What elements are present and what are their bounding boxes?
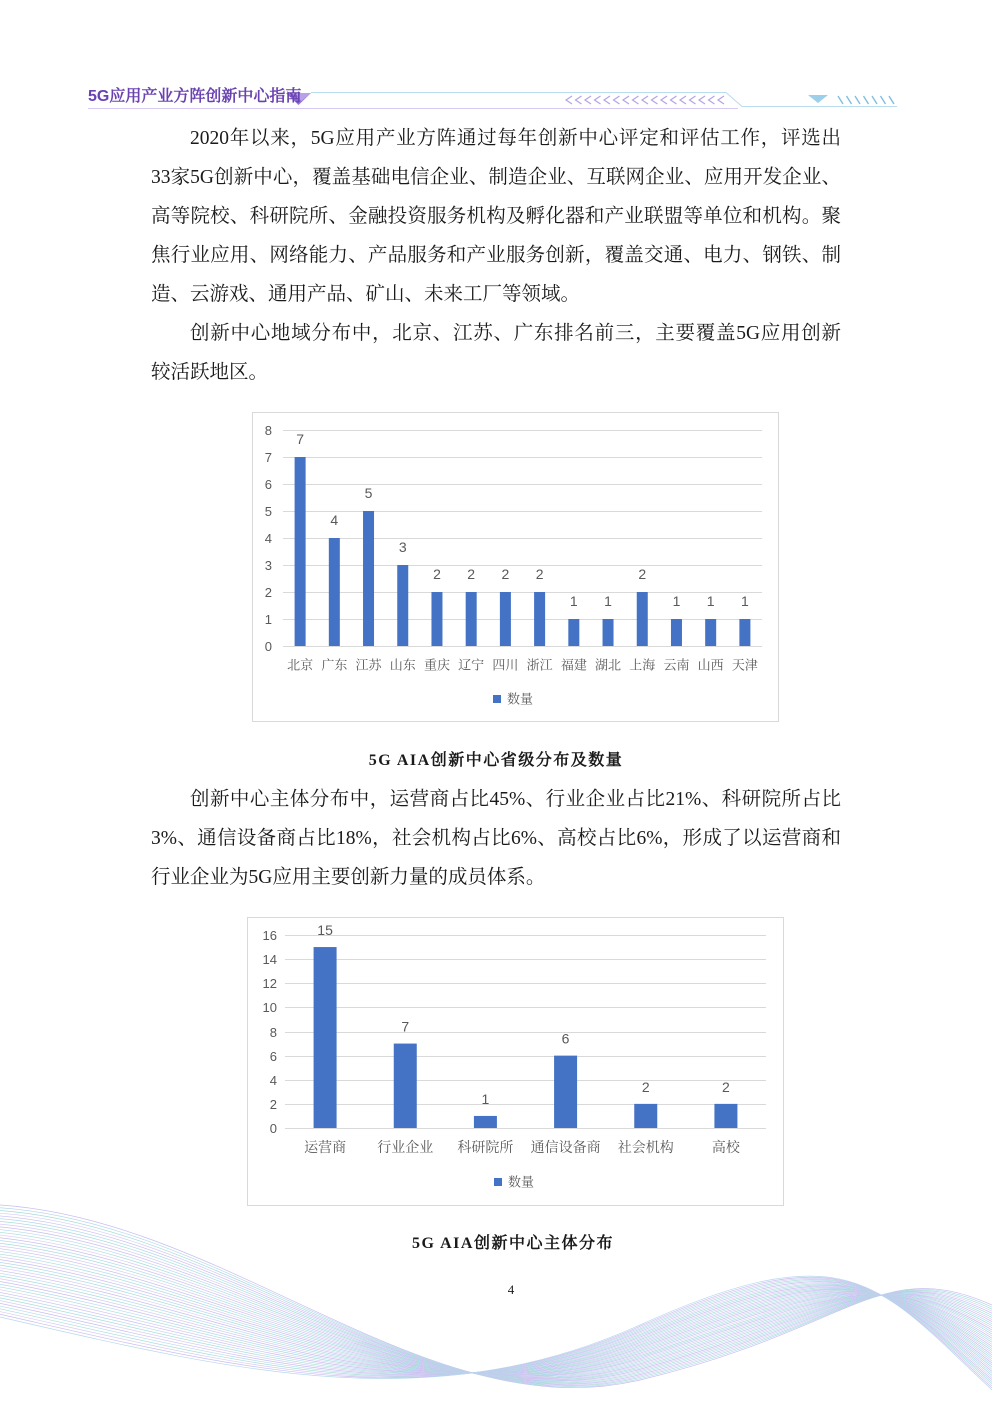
wave-line <box>0 1257 992 1375</box>
bar <box>314 947 337 1128</box>
data-label: 4 <box>330 512 339 528</box>
chevron-mark <box>576 96 582 104</box>
paragraph-line: 造、云游戏、通用产品、矿山、未来工厂等领域。 <box>151 283 581 305</box>
data-label: 2 <box>535 566 544 582</box>
y-tick-label: 0 <box>264 639 272 654</box>
wave-line <box>0 1251 992 1375</box>
data-label: 3 <box>398 539 407 555</box>
y-tick-label: 8 <box>264 423 272 438</box>
x-tick-label: 江苏 <box>355 657 382 673</box>
x-tick-label: 行业企业 <box>377 1139 434 1155</box>
y-tick-label: 2 <box>269 1097 277 1112</box>
bar <box>534 592 545 646</box>
data-label: 2 <box>501 566 510 582</box>
slash-mark <box>847 96 852 104</box>
chevron-mark <box>595 96 601 104</box>
data-label: 6 <box>561 1030 570 1047</box>
wave-decoration <box>0 1195 992 1403</box>
bar <box>394 1044 417 1128</box>
bar <box>466 592 477 646</box>
wave-line <box>0 1246 992 1377</box>
running-header-title: 5G应用产业方阵创新中心指南 <box>88 88 302 105</box>
data-label: 1 <box>604 593 612 609</box>
province-distribution-chart <box>252 412 779 722</box>
y-tick-label: 3 <box>264 558 272 573</box>
y-tick-label: 2 <box>264 585 272 600</box>
bar <box>603 619 614 646</box>
bar <box>568 619 579 646</box>
bar <box>634 1104 657 1128</box>
data-label: 2 <box>467 566 476 582</box>
x-tick-label: 辽宁 <box>458 657 485 673</box>
data-label: 2 <box>433 566 441 582</box>
triangle-ornament <box>808 95 828 103</box>
data-label: 2 <box>638 566 647 582</box>
chevron-mark <box>671 96 677 104</box>
chevron-ornament <box>566 96 724 104</box>
y-tick-label: 6 <box>264 477 272 492</box>
data-label: 1 <box>672 593 681 609</box>
chevron-mark <box>614 96 620 104</box>
chevron-mark <box>633 96 639 104</box>
slash-mark <box>881 96 886 104</box>
x-tick-label: 北京 <box>287 657 314 673</box>
chevron-mark <box>718 96 724 104</box>
x-tick-label: 运营商 <box>304 1139 347 1155</box>
chevron-mark <box>690 96 696 104</box>
paragraph-line: 33家5G创新中心，覆盖基础电信企业、制造企业、互联网企业、应用开发企业、 <box>151 166 841 188</box>
paragraph-entity-distribution <box>151 780 841 897</box>
chevron-mark <box>585 96 591 104</box>
slash-mark <box>864 96 869 104</box>
bar <box>637 592 648 646</box>
x-tick-label: 山西 <box>697 657 724 673</box>
x-tick-label: 山东 <box>389 657 416 673</box>
bar <box>431 592 442 646</box>
bar <box>705 619 716 646</box>
slash-mark <box>889 96 894 104</box>
slash-ornament <box>838 96 894 104</box>
y-tick-label: 16 <box>262 928 277 943</box>
bar <box>739 619 750 646</box>
figure-caption: 5G AIA创新中心主体分布 <box>412 1235 614 1252</box>
x-tick-label: 福建 <box>560 657 587 673</box>
chevron-mark <box>661 96 667 104</box>
x-tick-label: 通信设备商 <box>530 1139 601 1155</box>
x-tick-label: 重庆 <box>423 657 450 673</box>
page-number: 4 <box>507 1282 515 1297</box>
y-tick-label: 1 <box>264 612 272 627</box>
entity-distribution-chart <box>247 917 784 1206</box>
data-label: 2 <box>641 1078 650 1095</box>
chevron-mark <box>709 96 715 104</box>
legend-label: 数量 <box>507 691 534 707</box>
paragraph-line: 创新中心地域分布中，北京、江苏、广东排名前三，主要覆盖5G应用创新 <box>190 322 841 344</box>
slash-mark <box>872 96 877 104</box>
chevron-mark <box>604 96 610 104</box>
y-tick-label: 4 <box>269 1073 277 1088</box>
data-label: 15 <box>317 922 333 939</box>
paragraph-line: 2020年以来，5G应用产业方阵通过每年创新中心评定和评估工作，评选出 <box>190 127 841 149</box>
data-label: 7 <box>401 1018 410 1035</box>
paragraph-innovation-centers <box>151 119 841 314</box>
wave-line <box>0 1262 992 1374</box>
x-tick-label: 湖北 <box>595 657 622 673</box>
paragraph-line: 较活跃地区。 <box>151 361 269 383</box>
chevron-mark <box>652 96 658 104</box>
legend-label: 数量 <box>508 1174 535 1190</box>
paragraph-line: 焦行业应用、网络能力、产品服务和产业服务创新，覆盖交通、电力、钢铁、制 <box>151 244 841 266</box>
chevron-mark <box>642 96 648 104</box>
x-tick-label: 广东 <box>321 657 348 673</box>
data-label: 7 <box>296 431 305 447</box>
paragraph-line: 创新中心主体分布中，运营商占比45%、行业企业占比21%、科研院所占比 <box>190 788 841 810</box>
paragraph-line: 高等院校、科研院所、金融投资服务机构及孵化器和产业联盟等单位和机构。聚 <box>151 205 841 227</box>
paragraph-regional-distribution <box>151 314 841 392</box>
y-tick-label: 10 <box>262 1000 277 1015</box>
data-label: 5 <box>364 485 373 501</box>
y-tick-label: 0 <box>269 1121 277 1136</box>
x-tick-label: 天津 <box>731 657 758 673</box>
data-label: 2 <box>722 1078 730 1095</box>
bar <box>474 1116 497 1128</box>
paragraph-line: 行业企业为5G应用主要创新力量的成员体系。 <box>151 866 546 888</box>
bar <box>554 1056 577 1128</box>
data-label: 1 <box>740 593 749 609</box>
x-tick-label: 上海 <box>629 657 656 673</box>
chevron-mark <box>623 96 629 104</box>
chevron-mark <box>566 96 572 104</box>
slash-mark <box>855 96 860 104</box>
chevron-mark <box>699 96 705 104</box>
data-label: 1 <box>706 593 715 609</box>
bar <box>329 538 340 646</box>
y-tick-label: 12 <box>262 976 277 991</box>
y-axis-ticks <box>265 423 272 654</box>
chevron-mark <box>680 96 686 104</box>
slash-mark <box>838 96 843 104</box>
y-tick-label: 4 <box>264 531 272 546</box>
y-tick-label: 6 <box>269 1049 277 1064</box>
legend-swatch <box>494 1178 502 1186</box>
data-label: 1 <box>481 1090 490 1107</box>
bar <box>363 511 374 646</box>
y-tick-label: 14 <box>262 952 277 967</box>
x-tick-label: 云南 <box>663 657 690 673</box>
data-label: 1 <box>569 593 578 609</box>
y-tick-label: 8 <box>269 1025 277 1040</box>
x-tick-label: 四川 <box>492 657 519 673</box>
x-tick-label: 浙江 <box>526 657 553 673</box>
y-tick-label: 5 <box>264 504 272 519</box>
paragraph-line: 3%、通信设备商占比18%，社会机构占比6%、高校占比6%，形成了以运营商和 <box>151 827 841 849</box>
legend-swatch <box>493 695 501 703</box>
x-tick-label: 科研院所 <box>457 1139 514 1155</box>
x-tick-label: 高校 <box>711 1139 740 1155</box>
y-tick-label: 7 <box>264 450 272 465</box>
x-tick-label: 社会机构 <box>617 1139 674 1155</box>
bar <box>671 619 682 646</box>
bar <box>500 592 511 646</box>
bar <box>295 457 306 646</box>
bar <box>714 1104 737 1128</box>
bar <box>397 565 408 646</box>
figure-caption: 5G AIA创新中心省级分布及数量 <box>368 752 624 769</box>
